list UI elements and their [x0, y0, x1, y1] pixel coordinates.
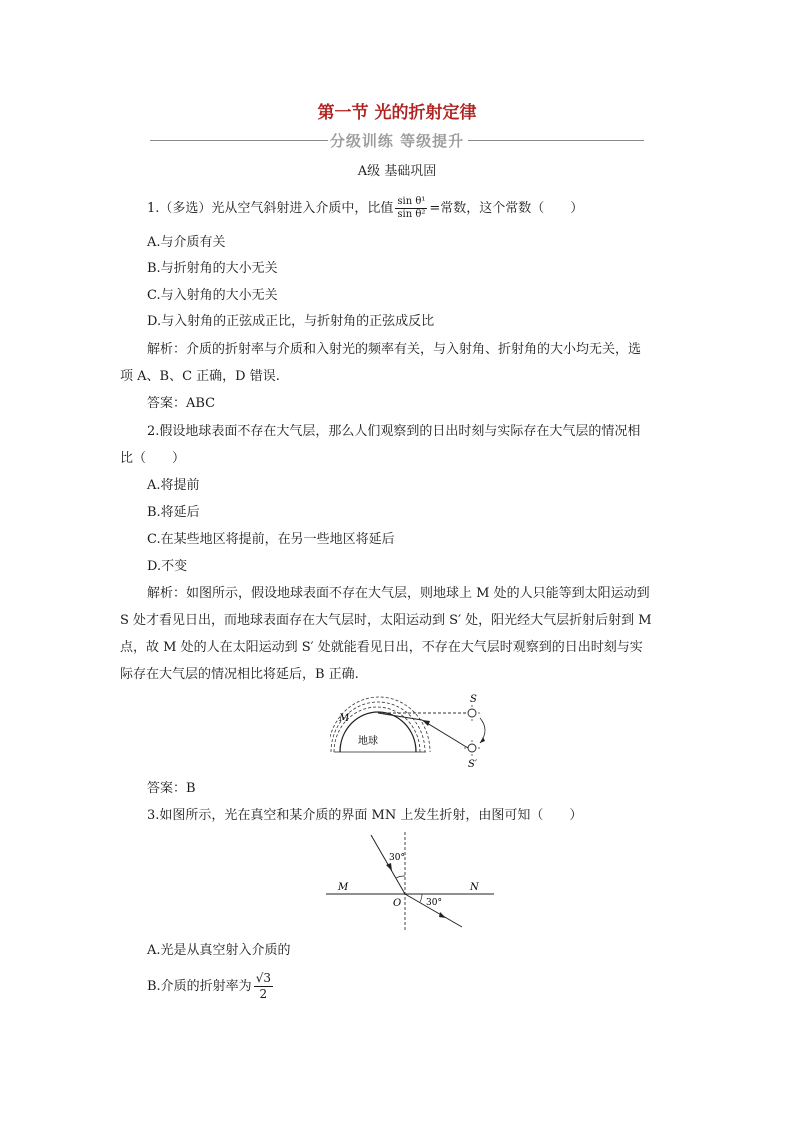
q2-answer: 答案：B: [147, 781, 196, 796]
sun-s-prime-icon: [468, 744, 476, 752]
q1-stem: [147, 196, 583, 221]
label-earth: 地球: [358, 736, 378, 747]
incident-arrow: [386, 863, 392, 871]
label-o: O: [393, 898, 402, 909]
sun-motion-arrowhead: [480, 737, 485, 743]
earth-surface: [340, 712, 416, 752]
q3-option-b: [147, 968, 275, 1006]
level-heading: A级 基础巩固: [357, 164, 437, 179]
sunrise-figure: [330, 690, 500, 770]
q1-stem-post: =常数，这个常数（ ）: [429, 201, 584, 216]
q1-frac-num: sin θ¹: [397, 196, 426, 207]
angle-label-bottom: 30°: [426, 898, 442, 908]
q1-analysis-line-2: 项 A、B、C 正确，D 错误.: [120, 369, 280, 384]
q2-analysis-line-1: 解析：如图所示，假设地球表面不存在大气层，则地球上 M 处的人只能等到太阳运动到: [147, 586, 650, 601]
q2-analysis-line-3: 点，故 M 处的人在太阳运动到 S′ 处就能看见日出，不存在大气层时观察到的日出时刻与实: [120, 640, 643, 655]
q3-stem: 3.如图所示，光在真空和某介质的界面 MN 上发生折射，由图可知（ ）: [147, 808, 583, 823]
q1-frac-den: sin θ²: [397, 209, 426, 220]
label-m: M: [338, 882, 349, 893]
angle-label-top: 30°: [389, 853, 405, 863]
q2-stem-line-2: 比（ ）: [120, 451, 186, 466]
q2-option-c: C.在某些地区将提前，在另一些地区将延后: [147, 532, 395, 547]
q1-option-b: B.与折射角的大小无关: [147, 261, 278, 276]
q2-stem-line-1: 2.假设地球表面不存在大气层，那么人们观察到的日出时刻与实际存在大气层的情况相: [147, 424, 641, 439]
q2-option-b: B.将延后: [147, 505, 200, 520]
label-n: N: [470, 882, 479, 893]
q1-stem-pre: 1.（多选）光从空气斜射进入介质中，比值: [147, 201, 394, 216]
refracted-ray: [378, 713, 468, 748]
q3-frac-den: 2: [259, 987, 268, 1001]
sun-s-icon: [468, 709, 476, 717]
angle-arc-bottom: [420, 894, 422, 902]
section-banner: [150, 129, 644, 153]
q3-option-a: A.光是从真空射入介质的: [147, 943, 291, 958]
q1-fraction: [395, 196, 427, 221]
refracted-arrow: [439, 912, 446, 918]
label-s-prime: S′: [468, 759, 478, 770]
label-m: M: [339, 713, 350, 724]
q2-option-a: A.将提前: [147, 478, 200, 493]
page-title: 第一节 光的折射定律: [317, 103, 477, 123]
q3-option-b-fraction: [254, 971, 273, 1002]
q1-analysis-line-1: 解析：介质的折射率与介质和入射光的频率有关，与入射角、折射角的大小均无关，选: [147, 342, 642, 357]
refraction-figure: [322, 830, 497, 934]
q3-frac-num: √3: [255, 971, 271, 985]
q1-option-c: C.与入射角的大小无关: [147, 288, 278, 303]
q1-answer: 答案：ABC: [147, 396, 216, 411]
q2-analysis-line-2: S 处才看见日出，而地球表面存在大气层时，太阳运动到 S′ 处，阳光经大气层折射后射到 M: [120, 613, 652, 628]
q2-analysis-line-4: 际存在大气层的情况相比将延后，B 正确.: [120, 667, 359, 682]
label-s: S: [470, 694, 477, 705]
q1-option-a: A.与介质有关: [147, 235, 226, 250]
q1-option-d: D.与入射角的正弦成正比，与折射角的正弦成反比: [147, 314, 435, 329]
q3-option-b-text: B.介质的折射率为: [147, 979, 252, 994]
ray-arrow: [422, 720, 430, 726]
atmosphere-layer-2: [331, 702, 425, 752]
banner-text: 分级训练 等级提升: [329, 132, 465, 150]
q2-option-d: D.不变: [147, 559, 188, 574]
angle-arc-top: [396, 876, 405, 878]
